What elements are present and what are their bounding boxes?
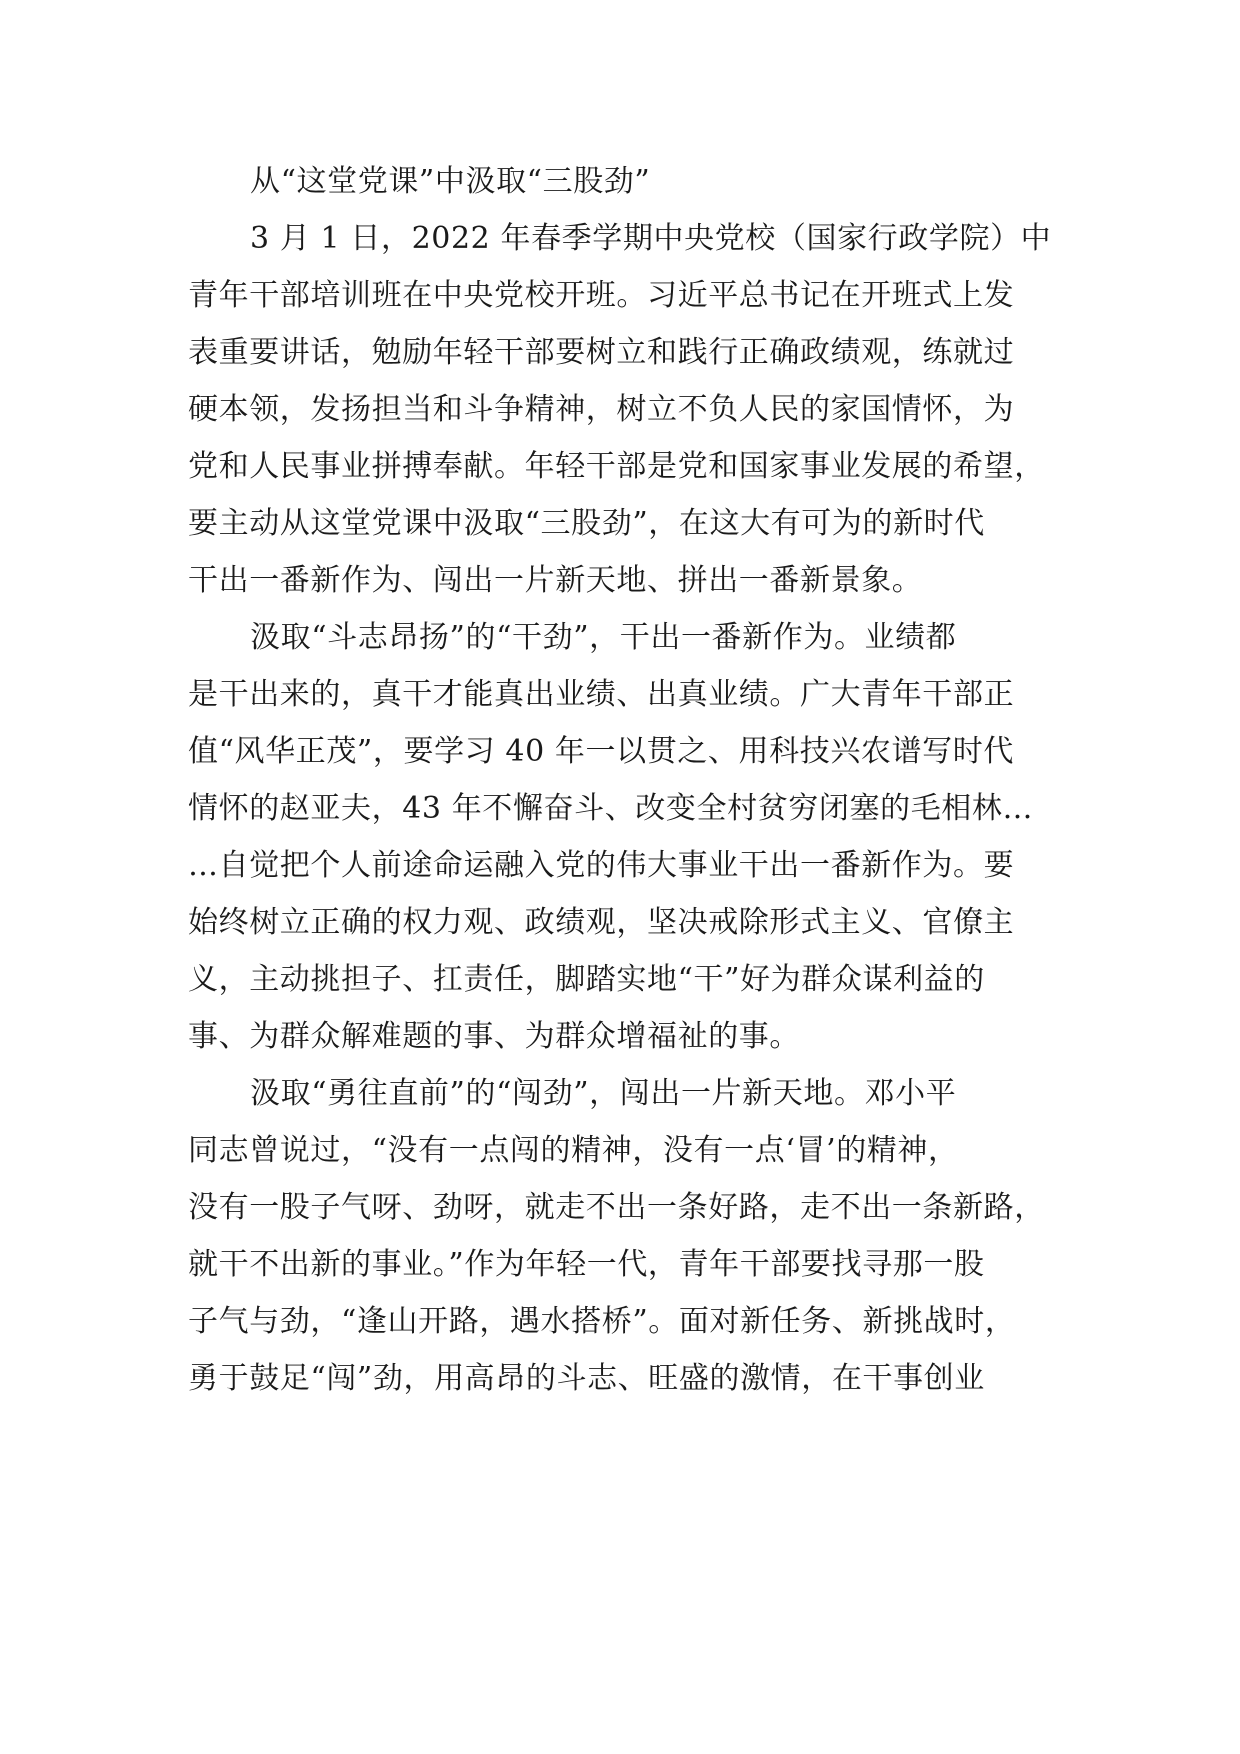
paragraph-1-line-5: 党和人民事业拼搏奉献。年轻干部是党和国家事业发展的希望， (188, 449, 1045, 484)
paragraph-3-line-6: 勇于鼓足“闯”劲，用高昂的斗志、旺盛的激情，在干事创业 (188, 1361, 985, 1396)
paragraph-3-line-4: 就干不出新的事业。”作为年轻一代，青年干部要找寻那一股 (188, 1247, 985, 1282)
paragraph-1-line-6: 要主动从这堂党课中汲取“三股劲”，在这大有可为的新时代 (188, 506, 985, 541)
paragraph-2-line-1: 汲取“斗志昂扬”的“干劲”，干出一番新作为。业绩都 (250, 620, 957, 655)
paragraph-2-line-3: 值“风华正茂”，要学习 40 年一以贯之、用科技兴农谱写时代 (188, 734, 1014, 769)
paragraph-3-line-3: 没有一股子气呀、劲呀，就走不出一条好路，走不出一条新路， (188, 1190, 1045, 1225)
paragraph-3-line-5: 子气与劲，“逢山开路，遇水搭桥”。面对新任务、新挑战时， (188, 1304, 1016, 1339)
paragraph-3-line-1: 汲取“勇往直前”的“闯劲”，闯出一片新天地。邓小平 (250, 1076, 957, 1111)
paragraph-2-line-5: …自觉把个人前途命运融入党的伟大事业干出一番新作为。要 (188, 848, 1015, 883)
paragraph-1-line-3: 表重要讲话，勉励年轻干部要树立和践行正确政绩观，练就过 (188, 335, 1015, 370)
paragraph-1-line-7: 干出一番新作为、闯出一片新天地、拼出一番新景象。 (188, 563, 923, 598)
document-title: 从“这堂党课”中汲取“三股劲” (250, 164, 651, 199)
paragraph-3-line-2: 同志曾说过，“没有一点闯的精神，没有一点‘冒’的精神， (188, 1133, 959, 1168)
paragraph-2-line-2: 是干出来的，真干才能真出业绩、出真业绩。广大青年干部正 (188, 677, 1015, 712)
paragraph-2-line-4: 情怀的赵亚夫，43 年不懈奋斗、改变全村贫穷闭塞的毛相林… (188, 791, 1034, 826)
paragraph-2-line-7: 义，主动挑担子、扛责任，脚踏实地“干”好为群众谋利益的 (188, 962, 985, 997)
paragraph-1-line-2: 青年干部培训班在中央党校开班。习近平总书记在开班式上发 (188, 278, 1015, 313)
paragraph-2-line-8: 事、为群众解难题的事、为群众增福祉的事。 (188, 1019, 800, 1054)
paragraph-1-line-4: 硬本领，发扬担当和斗争精神，树立不负人民的家国情怀，为 (188, 392, 1015, 427)
paragraph-1-line-1: 3 月 1 日，2022 年春季学期中央党校（国家行政学院）中 (250, 221, 1052, 256)
paragraph-2-line-6: 始终树立正确的权力观、政绩观，坚决戒除形式主义、官僚主 (188, 905, 1015, 940)
